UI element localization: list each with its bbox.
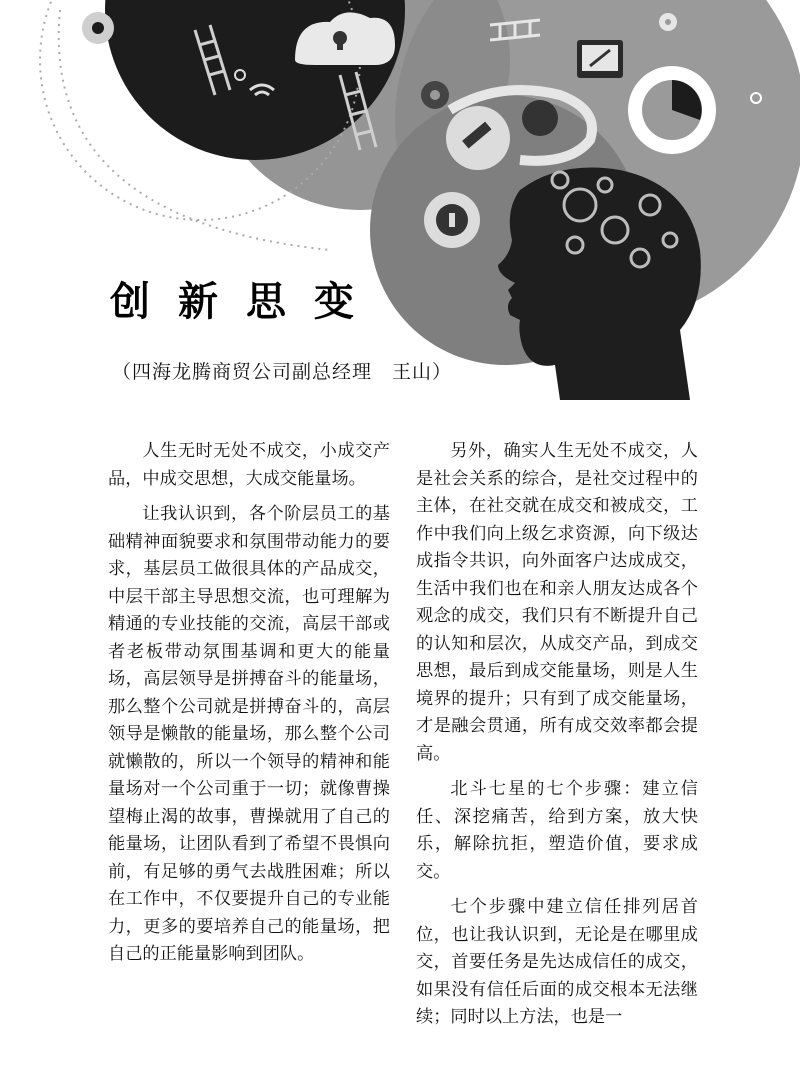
gear-icon	[82, 12, 114, 44]
gear-icon	[659, 13, 677, 31]
gear-icon	[522, 100, 558, 136]
head-silhouette	[498, 168, 701, 401]
paragraph: 北斗七星的七个步骤：建立信任、深挖痛苦，给到方案，放大快乐，解除抗拒，塑造价值，要求成交。	[416, 779, 698, 882]
article-title: 创新思变	[110, 279, 382, 325]
gear-icon	[421, 81, 449, 109]
paragraph: 人生无时无处不成交，小成交产品，中成交思想，大成交能量场。	[108, 441, 390, 489]
paragraph: 另外，确实人生无处不成交，人是社会关系的综合，是社交过程中的主体，在社交就在成交和被成交，工作中我们向上级乞求资源，向下级达成指令共识，向外面客户达成成交，生活中我们也在和亲人朋友达成各个观念的成交，我们只有不断提升自己的认知和层次，从成交产品，到成交思想，最后到成交能量场，则是人生境界的提升；只有到了成交能量场，才是融会贯通，所有成交效率都会提高。	[416, 441, 698, 764]
pencil-icon	[446, 106, 510, 170]
pie-chart-icon	[628, 66, 716, 154]
monitor-icon	[577, 40, 623, 78]
paragraph: 七个步骤中建立信任排列居首位，也让我认识到，无论是在哪里成交，首要任务是先达成信任的成交，如果没有信任后面的成交根本无法继续；同时以上方法，也是一	[416, 897, 698, 1027]
text-column-right	[416, 438, 698, 1040]
text-column-left	[108, 438, 390, 977]
paragraph: 让我认识到，各个阶层员工的基础精神面貌要求和氛围带动能力的要求，基层员工做很具体的产品成交，中层干部主导思想交流，也可理解为精通的专业技能的交流，高层干部或者老板带动氛围基调和更大的能量场，高层领导是拼搏奋斗的能量场，那么整个公司就是拼搏奋斗的，高层领导是懒散的能量场，那么整个公司就懒散的，所以一个领导的精神和能量场对一个公司重于一切；就像曹操望梅止渴的故事，曹操就用了自己的能量场，让团队看到了希望不畏惧向前，有足够的勇气去战胜困难；所以在工作中，不仅要提升自己的专业能力，更多的要培养自己的能量场，把自己的正能量影响到团队。	[108, 504, 390, 964]
info-icon	[424, 192, 480, 248]
hero-illustration	[0, 0, 800, 400]
article-byline: （四海龙腾商贸公司副总经理 王山）	[112, 361, 453, 383]
